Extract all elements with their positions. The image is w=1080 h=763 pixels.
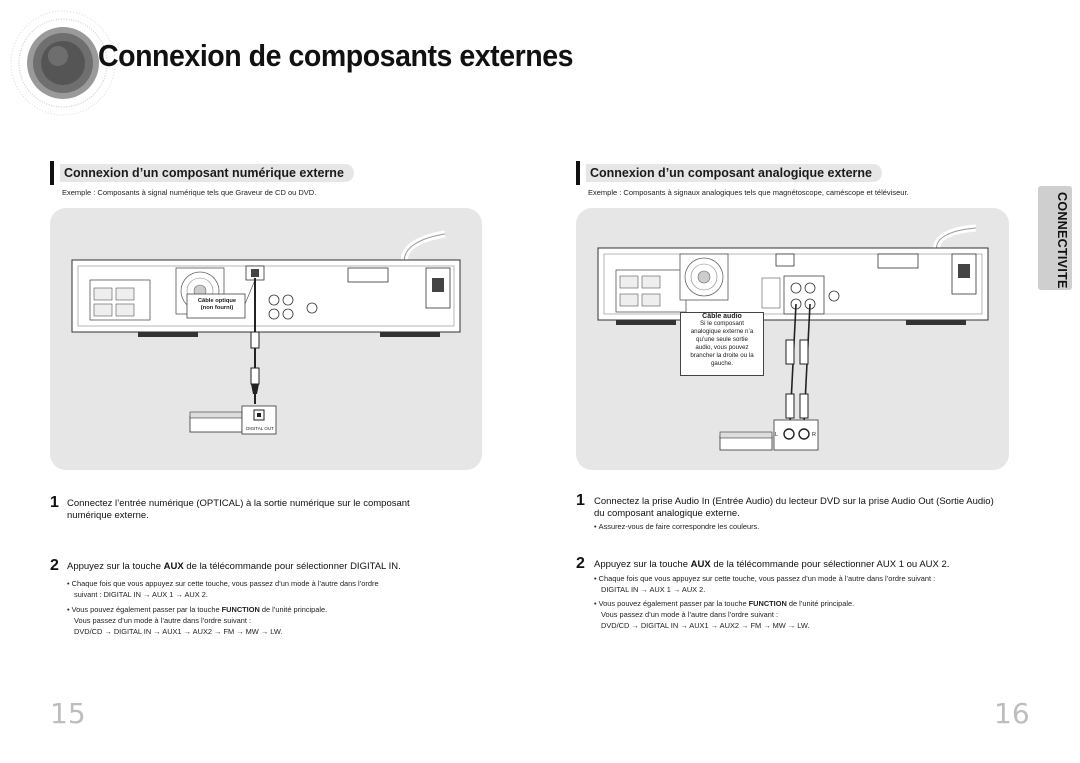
diagram-digital-connection bbox=[50, 208, 482, 470]
step1-text-analog: Connectez la prise Audio In (Entrée Audio) du lecteur DVD sur la prise Audio Out (Sortie Audio) du composant analogique externe. bbox=[594, 496, 994, 519]
audio-cable-callout: Câble audio Si le composant analogique externe n’a qu’une seule sortie audio, vous pouvez brancher la droite ou la gauche. bbox=[680, 312, 764, 376]
optical-cable-label: Câble optique (non fourni) bbox=[197, 298, 237, 311]
section-heading-analog: Connexion d’un composant analogique externe bbox=[576, 161, 882, 185]
example-digital: Exemple : Composants à signal numérique tels que Graveur de CD ou DVD. bbox=[62, 188, 317, 197]
port-label-r: R bbox=[812, 432, 816, 438]
rear-panel-analog-illustration bbox=[576, 208, 1009, 470]
step2-text-digital: Appuyez sur la touche AUX de la télécommande pour sélectionner DIGITAL IN. bbox=[67, 561, 401, 572]
page-title: Connexion de composants externes bbox=[98, 38, 574, 73]
port-label-l: L bbox=[775, 432, 779, 438]
digital-out-label: DIGITAL OUT bbox=[246, 426, 274, 431]
step1-text-digital: Connectez l’entrée numérique (OPTICAL) à la sortie numérique sur le composant numérique externe. bbox=[67, 498, 410, 521]
bullet-analog-1: • Chaque fois que vous appuyez sur cette touche, vous passez d’un mode à l’autre dans l’ordre suivant : DIGITAL IN → AUX 1 → AUX 2. bbox=[594, 574, 936, 594]
diagram-analog-connection bbox=[576, 208, 1009, 470]
section-heading-digital: Connexion d’un composant numérique externe bbox=[50, 161, 354, 185]
example-analog: Exemple : Composants à signaux analogiques tels que magnétoscope, caméscope et téléviseur. bbox=[588, 188, 909, 197]
step2-text-analog: Appuyez sur la touche AUX de la télécommande pour sélectionner AUX 1 ou AUX 2. bbox=[594, 559, 950, 570]
step-number: 2 bbox=[50, 557, 59, 574]
bullet-analog-colors: • Assurez-vous de faire correspondre les couleurs. bbox=[594, 522, 760, 531]
bullet-digital-1: • Chaque fois que vous appuyez sur cette touche, vous passez d’un mode à l’autre dans l’ordre suivant : DIGITAL IN → AUX 1 → AUX 2. bbox=[67, 579, 379, 599]
step-number: 1 bbox=[50, 494, 59, 511]
bullet-analog-2: • Vous pouvez également passer par la touche FUNCTION de l’unité principale. Vous passez d’un mode à l’autre dans l’ordre suivant : DVD/CD → DIGITAL IN → AUX1 → AUX2 → FM → MW → LW. bbox=[594, 599, 855, 630]
step-number: 1 bbox=[576, 492, 585, 509]
side-tab-connectivite: CONNECTIVITE bbox=[1038, 186, 1072, 290]
page-number-right: 16 bbox=[994, 697, 1030, 730]
bullet-digital-2: • Vous pouvez également passer par la touche FUNCTION de l’unité principale. Vous passez d’un mode à l’autre dans l’ordre suivant : DVD/CD → DIGITAL IN → AUX1 → AUX2 → FM → MW → LW. bbox=[67, 605, 328, 636]
step-number: 2 bbox=[576, 555, 585, 572]
page-number-left: 15 bbox=[50, 697, 86, 730]
